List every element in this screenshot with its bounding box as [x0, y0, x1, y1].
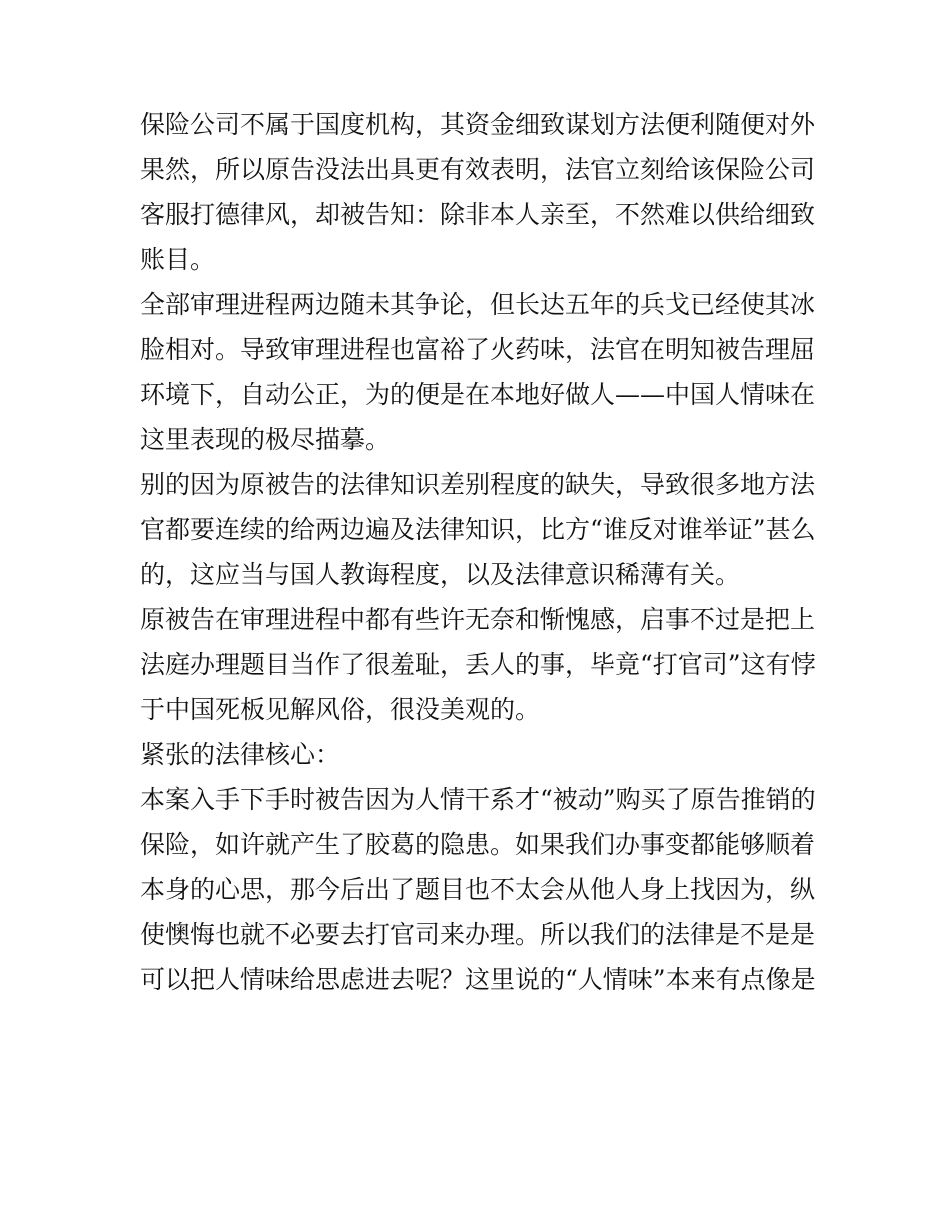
text-line: 客服打德律风，却被告知：除非本人亲至，不然难以供给细致	[140, 200, 816, 229]
text-line: 果然，所以原告没法出具更有效表明，法官立刻给该保险公司	[140, 155, 816, 184]
text-line: 原被告在审理进程中都有些许无奈和惭愧感，启事不过是把上	[140, 605, 816, 634]
text-line: 这里表现的极尽描摹。	[140, 425, 391, 454]
text-line: 法庭办理题目当作了很羞耻，丢人的事，毕竟“打官司”这有悖	[140, 650, 816, 679]
text-line: 紧张的法律核心：	[140, 740, 341, 769]
text-line: 可以把人情味给思虑进去呢？这里说的“人情味”本来有点像是	[140, 965, 816, 994]
text-line: 账目。	[140, 245, 216, 274]
text-line: 使懊悔也就不必要去打官司来办理。所以我们的法律是不是是	[140, 920, 816, 949]
text-line: 全部审理进程两边随未其争论，但长达五年的兵戈已经使其冰	[140, 290, 816, 319]
text-line: 保险公司不属于国度机构，其资金细致谋划方法便利随便对外	[140, 110, 816, 139]
text-line: 官都要连续的给两边遍及法律知识，比方“谁反对谁举证”甚么	[140, 515, 816, 544]
text-line: 于中国死板见解风俗，很没美观的。	[140, 695, 541, 724]
text-line: 脸相对。导致审理进程也富裕了火药味，法官在明知被告理屈	[140, 335, 816, 364]
text-line: 本身的心思，那今后出了题目也不太会从他人身上找因为，纵	[140, 875, 816, 904]
text-line: 本案入手下手时被告因为人情干系才“被动”购买了原告推销的	[140, 785, 816, 814]
text-line: 别的因为原被告的法律知识差别程度的缺失，导致很多地方法	[140, 470, 816, 499]
body-text	[140, 102, 830, 1002]
text-line: 环境下，自动公正，为的便是在本地好做人——中国人情味在	[140, 380, 816, 409]
text-line: 的，这应当与国人教诲程度，以及法律意识稀薄有关。	[140, 560, 741, 589]
text-line: 保险，如许就产生了胶葛的隐患。如果我们办事变都能够顺着	[140, 830, 816, 859]
